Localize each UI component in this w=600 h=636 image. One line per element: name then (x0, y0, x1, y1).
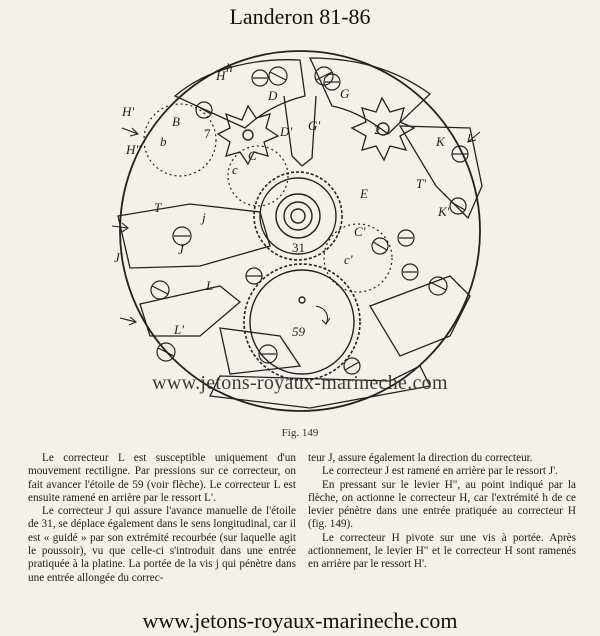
label-b: B (172, 114, 180, 129)
label-l1: L' (174, 322, 185, 337)
figure-caption: Fig. 149 (281, 427, 319, 439)
label-g: G (340, 86, 350, 101)
label-7: 7 (204, 126, 211, 141)
movement-diagram (70, 36, 530, 426)
label-31: 31 (292, 240, 305, 255)
watermark-top: www.jetons-royaux-marineche.com (152, 372, 448, 394)
arm-right-lower (370, 276, 470, 356)
label-c: C (248, 148, 257, 163)
label-h: H (216, 68, 226, 83)
label-k1: K' (438, 204, 450, 219)
label-k: K (436, 134, 445, 149)
bridge-top-right (310, 58, 430, 134)
label-e: E (360, 186, 368, 201)
watermark-bottom: www.jetons-royaux-marineche.com (142, 608, 458, 633)
paragraph: Le correcteur H pivote sur une vis à portée. Après actionnement, le levier H" et le correcteur H sont ramenés en arrière par le ressort H'. (308, 531, 576, 571)
lever-j (118, 204, 270, 268)
text-column-left (28, 452, 296, 585)
page-title: Landeron 81-86 (229, 4, 371, 29)
wheel-59 (244, 264, 360, 380)
star-wheel-2 (352, 98, 414, 160)
label-d1: D' (280, 124, 293, 139)
label-d: D (268, 88, 278, 103)
label-t: T (154, 200, 162, 215)
label-t1: T' (416, 176, 427, 191)
label-59: 59 (292, 324, 305, 339)
label-h2: H" (126, 142, 141, 157)
label-c-small: c (232, 162, 238, 177)
label-j-small: j (202, 210, 206, 225)
label-g1: G' (308, 118, 321, 133)
paragraph: teur J, assure également la direction du correcteur. (308, 452, 533, 464)
label-l: L (206, 278, 214, 293)
label-j1: J' (114, 250, 123, 265)
label-c1: C' (354, 224, 366, 239)
paragraph: Le correcteur J est ramené en arrière par le ressort J'. (322, 465, 558, 478)
label-2: 2 (374, 122, 381, 137)
label-h-small: h (226, 60, 233, 75)
paragraph: En pressant sur le levier H", au point indiqué par la flèche, on actionne le correcteur H, car l'extrémité h de ce levier pénètre dans une entrée pratiquée au correcteur H (fig. 149). (308, 478, 576, 531)
screw-heads (151, 67, 468, 374)
paragraph: Le correcteur J qui assure l'avance manuelle de l'étoile de 31, se déplace également dans le sens longitudinal, car il est « guidé » par son extrémité recourbée (sur laquelle agit le poussoir), vu que celle-ci s'introduit dans une entrée pratiquée à la platine. La portée de la vis j qui pénètre dans une entrée allongée du correc- (28, 505, 296, 584)
label-b-small: b (160, 134, 167, 149)
label-h1: H' (122, 104, 135, 119)
label-j: J (178, 242, 184, 257)
paragraph: Le correcteur L est susceptible uniquement d'un mouvement rectiligne. Par pressions sur ce correcteur, on fait avancer l'étoile de 59 (voir flèche). Le correcteur L est ensuite ramené en arrière par le ressort L'. (28, 452, 296, 504)
label-c1-small: c' (344, 252, 353, 267)
text-column-right (308, 452, 576, 572)
bridge-top-left (175, 60, 305, 128)
